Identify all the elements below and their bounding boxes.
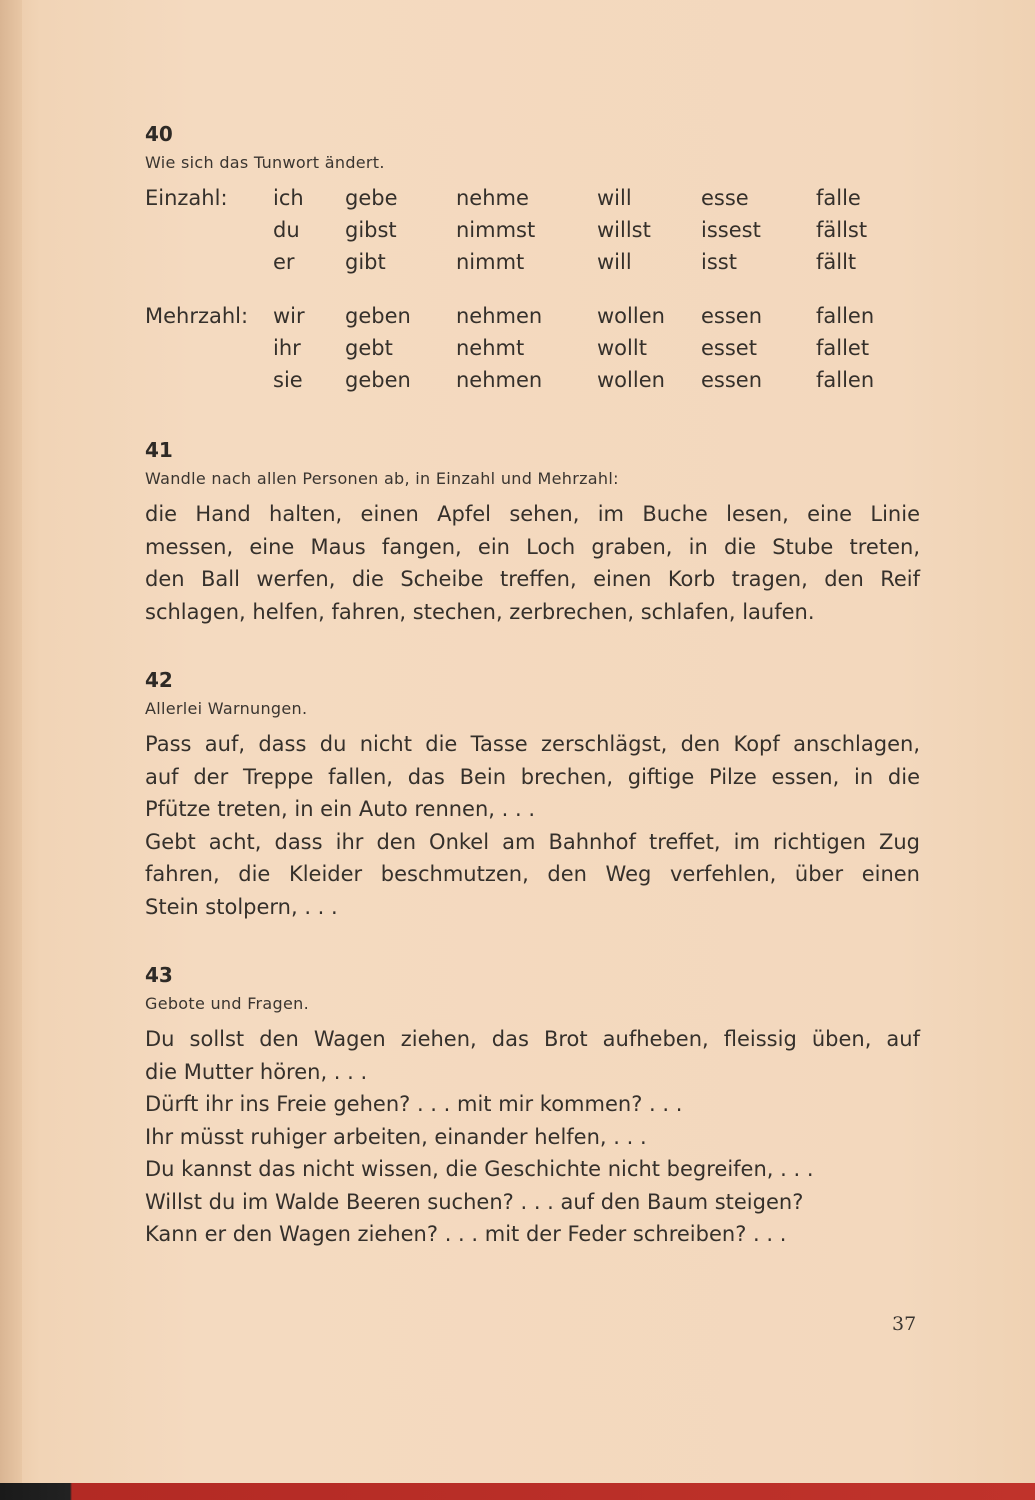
- text-line: Pfütze treten, in ein Auto rennen, . . .: [145, 797, 536, 821]
- table-cell: wir: [273, 304, 305, 328]
- table-cell: gebt: [345, 336, 393, 360]
- exercise-text: [145, 1023, 920, 1251]
- conjugation-table: [145, 182, 896, 396]
- table-cell: fällst: [816, 218, 868, 242]
- table-cell: fallet: [816, 336, 870, 360]
- exercise-title: Gebote und Fragen.: [145, 994, 309, 1013]
- exercise-number: 40: [145, 122, 173, 146]
- table-cell: fallen: [816, 304, 875, 328]
- table-cell: fällt: [816, 250, 857, 274]
- mehrzahl-label: Mehrzahl:: [145, 304, 249, 328]
- text-line: die Mutter hören, . . .: [145, 1059, 368, 1084]
- einzahl-label: Einzahl:: [145, 186, 228, 210]
- text-line: auf der Treppe fallen, das Bein brechen, giftige Pilze essen, in die: [145, 764, 920, 789]
- table-cell: isst: [701, 250, 737, 274]
- table-cell: gebe: [345, 186, 398, 210]
- table-cell: sie: [273, 368, 303, 392]
- table-cell: nehmen: [456, 368, 543, 392]
- table-cell: will: [597, 186, 632, 210]
- table-cell: esse: [701, 186, 749, 210]
- table-cell: gibt: [345, 250, 386, 274]
- text-line: messen, eine Maus fangen, ein Loch graben, in die Stube treten,: [145, 534, 920, 559]
- table-cell: willst: [597, 218, 651, 242]
- text-line: Willst du im Walde Beeren suchen? . . . auf den Baum steigen?: [145, 1189, 804, 1214]
- table-cell: du: [273, 218, 300, 242]
- exercise-number: 43: [145, 963, 173, 987]
- table-cell: fallen: [816, 368, 875, 392]
- table-cell: essen: [701, 368, 763, 392]
- table-row: [145, 364, 896, 396]
- table-row: [145, 182, 896, 214]
- text-line: schlagen, helfen, fahren, stechen, zerbrechen, schlafen, laufen.: [145, 599, 815, 624]
- text-line: Du sollst den Wagen ziehen, das Brot aufheben, fleissig üben, auf: [145, 1027, 920, 1051]
- exercise-text: [145, 728, 920, 923]
- text-line: fahren, die Kleider beschmutzen, den Weg verfehlen, über einen: [145, 862, 920, 886]
- table-cell: nehmen: [456, 304, 543, 328]
- table-cell: geben: [345, 368, 411, 392]
- text-line: Dürft ihr ins Freie gehen? . . . mit mir kommen? . . .: [145, 1092, 683, 1116]
- text-line: die Hand halten, einen Apfel sehen, im Buche lesen, eine Linie: [145, 502, 920, 526]
- table-cell: ich: [273, 186, 304, 210]
- exercise-40: [145, 120, 920, 396]
- text-line: den Ball werfen, die Scheibe treffen, einen Korb tragen, den Reif: [145, 567, 920, 591]
- table-cell: will: [597, 250, 632, 274]
- exercise-title: Allerlei Warnungen.: [145, 699, 308, 718]
- table-cell: gibst: [345, 218, 397, 242]
- text-line: Ihr müsst ruhiger arbeiten, einander helfen, . . .: [145, 1124, 647, 1149]
- page-content: [145, 120, 920, 1251]
- exercise-title: Wie sich das Tunwort ändert.: [145, 153, 385, 172]
- table-cell: issest: [701, 218, 761, 242]
- exercise-43: [145, 961, 920, 1251]
- table-cell: nimmt: [456, 250, 525, 274]
- table-cell: essen: [701, 304, 763, 328]
- table-cell: falle: [816, 186, 861, 210]
- table-cell: er: [273, 250, 295, 274]
- page-number: 37: [892, 1313, 917, 1335]
- table-cell: nehme: [456, 186, 529, 210]
- table-cell: nimmst: [456, 218, 536, 242]
- table-cell: wollt: [597, 336, 647, 360]
- text-line: Kann er den Wagen ziehen? . . . mit der Feder schreiben? . . .: [145, 1222, 787, 1246]
- text-line: Stein stolpern, . . .: [145, 894, 338, 919]
- exercise-text: [145, 498, 920, 628]
- table-cell: wollen: [597, 304, 665, 328]
- table-cell: esset: [701, 336, 757, 360]
- table-row: [145, 332, 896, 364]
- exercise-42: [145, 666, 920, 923]
- table-row: [145, 246, 896, 278]
- exercise-41: [145, 436, 920, 628]
- exercise-number: 41: [145, 438, 173, 462]
- table-row: [145, 300, 896, 332]
- exercise-number: 42: [145, 668, 173, 692]
- exercise-title: Wandle nach allen Personen ab, in Einzahl und Mehrzahl:: [145, 469, 619, 488]
- page-spine-shadow: [0, 0, 22, 1500]
- table-row: [145, 214, 896, 246]
- text-line: Pass auf, dass du nicht die Tasse zerschlägst, den Kopf anschlagen,: [145, 732, 920, 756]
- table-cell: geben: [345, 304, 411, 328]
- table-cell: ihr: [273, 336, 301, 360]
- book-cover-edge: [0, 1483, 1035, 1500]
- text-line: Gebt acht, dass ihr den Onkel am Bahnhof treffet, im richtigen Zug: [145, 829, 920, 854]
- table-cell: nehmt: [456, 336, 525, 360]
- text-line: Du kannst das nicht wissen, die Geschichte nicht begreifen, . . .: [145, 1157, 814, 1181]
- table-cell: wollen: [597, 368, 665, 392]
